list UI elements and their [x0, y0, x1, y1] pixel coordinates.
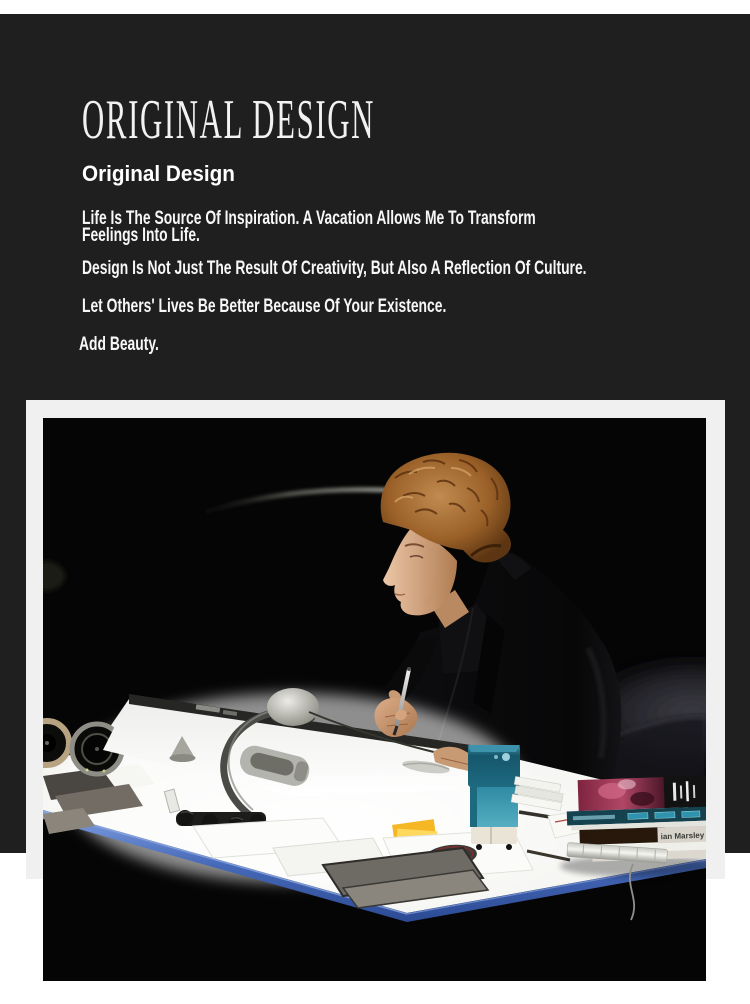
hero-paragraph-2 — [82, 260, 587, 277]
hero-paragraph-1 — [82, 210, 536, 244]
hero-paragraph-4-line-1: Add Beauty. — [79, 334, 159, 355]
hero-paragraph-3 — [82, 298, 446, 315]
lamp-dome — [267, 688, 319, 726]
designer-photo-illustration — [43, 418, 706, 981]
page-subtitle: Original Design — [82, 161, 235, 186]
hero-paragraph-4 — [79, 336, 159, 353]
book-spine-text: ian Marsley — [660, 830, 705, 842]
hero-paragraph-3-line-1: Let Others' Lives Be Better Because Of Your Existence. — [82, 296, 447, 317]
hero-paragraph-1-line-1: Life Is The Source Of Inspiration. A Vacation Allows Me To Transform — [82, 208, 536, 229]
hero-paragraph-1-line-2: Feelings Into Life. — [82, 225, 200, 246]
speaker-left — [43, 721, 69, 765]
page-title: ORIGINAL DESIGN — [82, 89, 376, 151]
hero-paragraph-2-line-1: Design Is Not Just The Result Of Creativity, But Also A Reflection Of Culture. — [82, 258, 587, 279]
box-logo — [502, 753, 510, 761]
designer-photo[interactable] — [43, 418, 706, 981]
